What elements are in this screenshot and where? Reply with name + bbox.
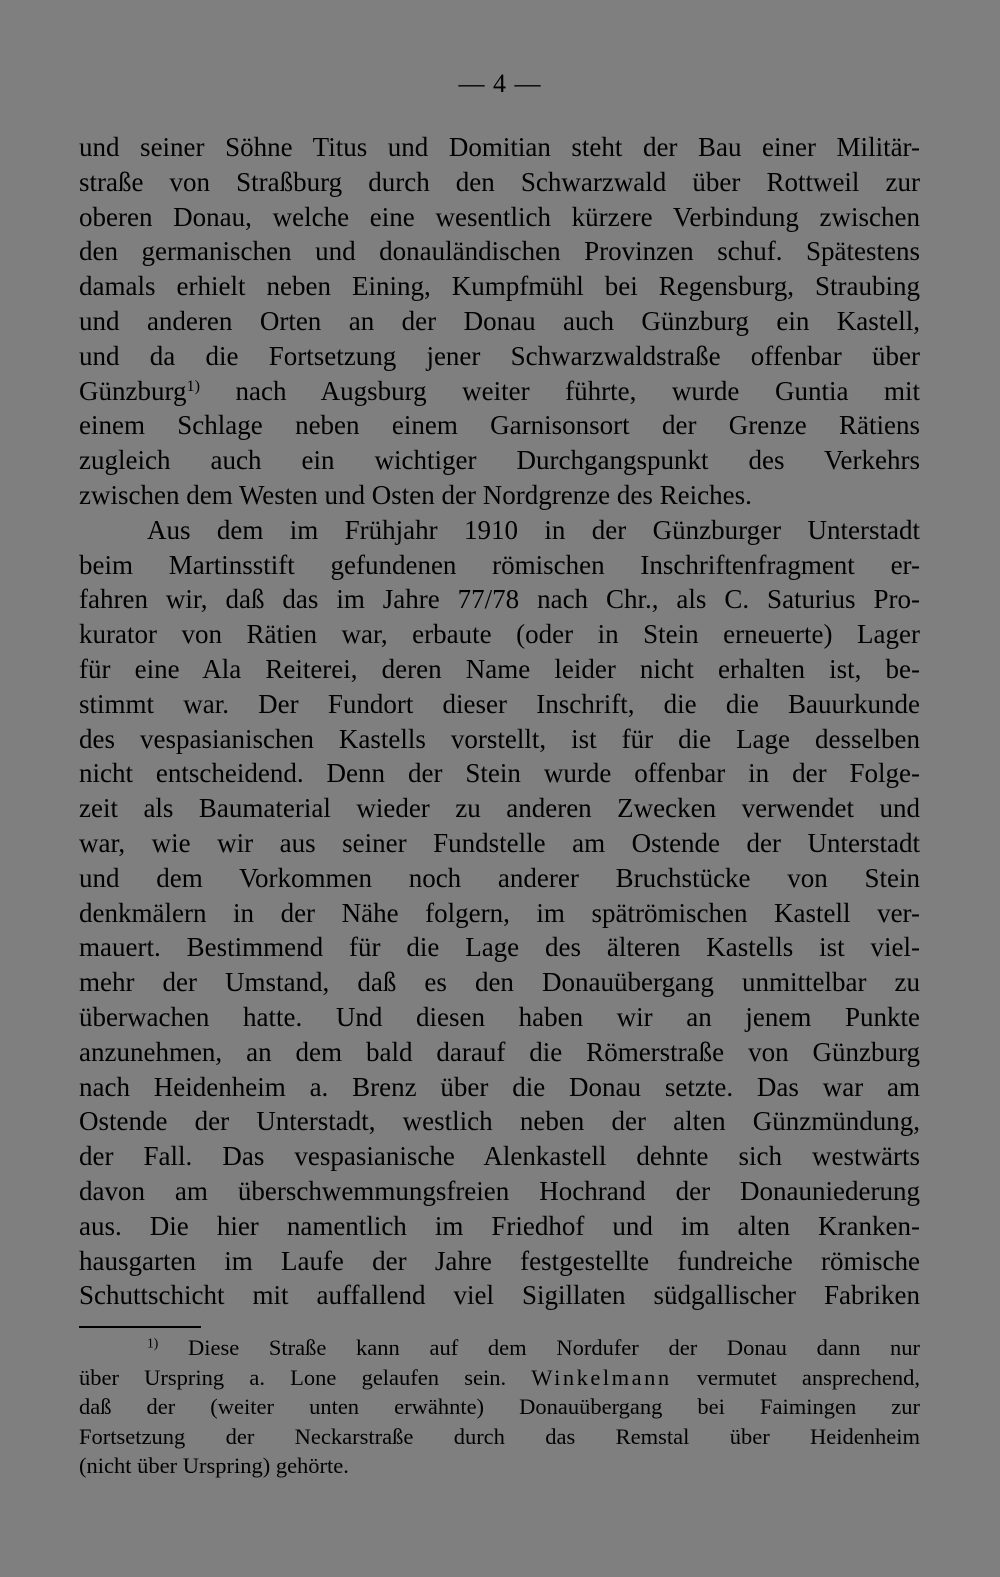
text-line: zwischen dem Westen und Osten der Nordgrenze des Reiches. <box>79 479 752 510</box>
footnote-author: Winkelmann <box>531 1364 672 1390</box>
text-line: überwachen hatte. Und diesen haben wir an jenem Punkte <box>79 1001 920 1032</box>
text-line: zeit als Baumaterial wieder zu anderen Zwecken verwendet und <box>79 793 920 824</box>
text-line-prefix: Günzburg <box>79 375 187 406</box>
footnote-line: (nicht über Urspring) gehörte. <box>79 1453 349 1478</box>
text-line: damals erhielt neben Eining, Kumpfmühl bei Regensburg, Straubing <box>79 271 920 302</box>
text-line: aus. Die hier namentlich im Friedhof und im alten Kranken- <box>79 1210 920 1241</box>
text-line: fahren wir, daß das im Jahre 77/78 nach Chr., als C. Saturius Pro- <box>79 584 920 615</box>
footnote-text: vermutet ansprechend, <box>696 1364 920 1390</box>
footnote-reference: 1) <box>186 376 200 395</box>
text-line: und dem Vorkommen noch anderer Bruchstücke von Stein <box>79 862 920 893</box>
text-line: davon am überschwemmungsfreien Hochrand der Donauniederung <box>79 1175 920 1206</box>
text-line-rest: nach Augsburg weiter führte, wurde Guntia mit <box>235 375 920 406</box>
text-line: Ostende der Unterstadt, westlich neben der alten Günzmündung, <box>79 1106 920 1137</box>
text-line: nach Heidenheim a. Brenz über die Donau setzte. Das war am <box>79 1071 920 1102</box>
text-line: straße von Straßburg durch den Schwarzwald über Rottweil zur <box>79 166 920 197</box>
text-line: oberen Donau, welche eine wesentlich kürzere Verbindung zwischen <box>79 201 920 232</box>
text-line: und da die Fortsetzung jener Schwarzwaldstraße offenbar über <box>79 340 920 371</box>
text-line: des vespasianischen Kastells vorstellt, ist für die Lage desselben <box>79 723 920 754</box>
text-line: und seiner Söhne Titus und Domitian steht der Bau einer Militär- <box>79 132 920 162</box>
text-line: mauert. Bestimmend für die Lage des älteren Kastells ist viel- <box>79 932 920 963</box>
text-line: anzunehmen, an dem bald darauf die Römerstraße von Günzburg <box>79 1036 920 1067</box>
text-line: einem Schlage neben einem Garnisonsort der Grenze Rätiens <box>79 410 920 441</box>
footnote-text: über Urspring a. Lone gelaufen sein. <box>79 1364 507 1390</box>
text-line: kurator von Rätien war, erbaute (oder in Stein erneuerte) Lager <box>79 619 920 650</box>
footnote-line <box>79 1333 920 1363</box>
text-line: hausgarten im Laufe der Jahre festgestellte fundreiche römische <box>79 1245 920 1276</box>
text-line: zugleich auch ein wichtiger Durchgangspunkt des Verkehrs <box>79 445 920 476</box>
text-line: den germanischen und donauländischen Provinzen schuf. Spätestens <box>79 236 920 267</box>
footnote-marker: 1) <box>147 1335 159 1351</box>
footnotes <box>79 1333 920 1481</box>
footnote-line: Fortsetzung der Neckarstraße durch das Remstal über Heidenheim <box>79 1423 920 1449</box>
text-line: stimmt war. Der Fundort dieser Inschrift, die die Bauurkunde <box>79 688 920 719</box>
text-line: für eine Ala Reiterei, deren Name leider nicht erhalten ist, be- <box>79 653 920 684</box>
footnote-line <box>79 1363 920 1393</box>
footnote-line: daß der (weiter unten erwähnte) Donauübergang bei Faimingen zur <box>79 1394 920 1419</box>
footnote-separator <box>79 1326 201 1328</box>
text-line: Schuttschicht mit auffallend viel Sigillaten südgallischer Fabriken <box>79 1280 920 1311</box>
text-line: der Fall. Das vespasianische Alenkastell dehnte sich westwärts <box>79 1141 920 1172</box>
main-text <box>79 130 920 1313</box>
text-line <box>79 374 920 409</box>
text-line: beim Martinsstift gefundenen römischen Inschriftenfragment er- <box>79 549 920 580</box>
text-line: und anderen Orten an der Donau auch Günzburg ein Kastell, <box>79 305 920 336</box>
text-line: Aus dem im Frühjahr 1910 in der Günzburger Unterstadt <box>147 514 920 545</box>
text-line: mehr der Umstand, daß es den Donauübergang unmittelbar zu <box>79 967 920 998</box>
footnote-text: Diese Straße kann auf dem Nordufer der Donau dann nur <box>187 1335 921 1360</box>
text-line: war, wie wir aus seiner Fundstelle am Ostende der Unterstadt <box>79 827 920 858</box>
text-line: denkmälern in der Nähe folgern, im spätrömischen Kastell ver- <box>79 897 920 928</box>
text-line: nicht entscheidend. Denn der Stein wurde offenbar in der Folge- <box>79 758 920 789</box>
page-number: — 4 — <box>458 69 542 98</box>
